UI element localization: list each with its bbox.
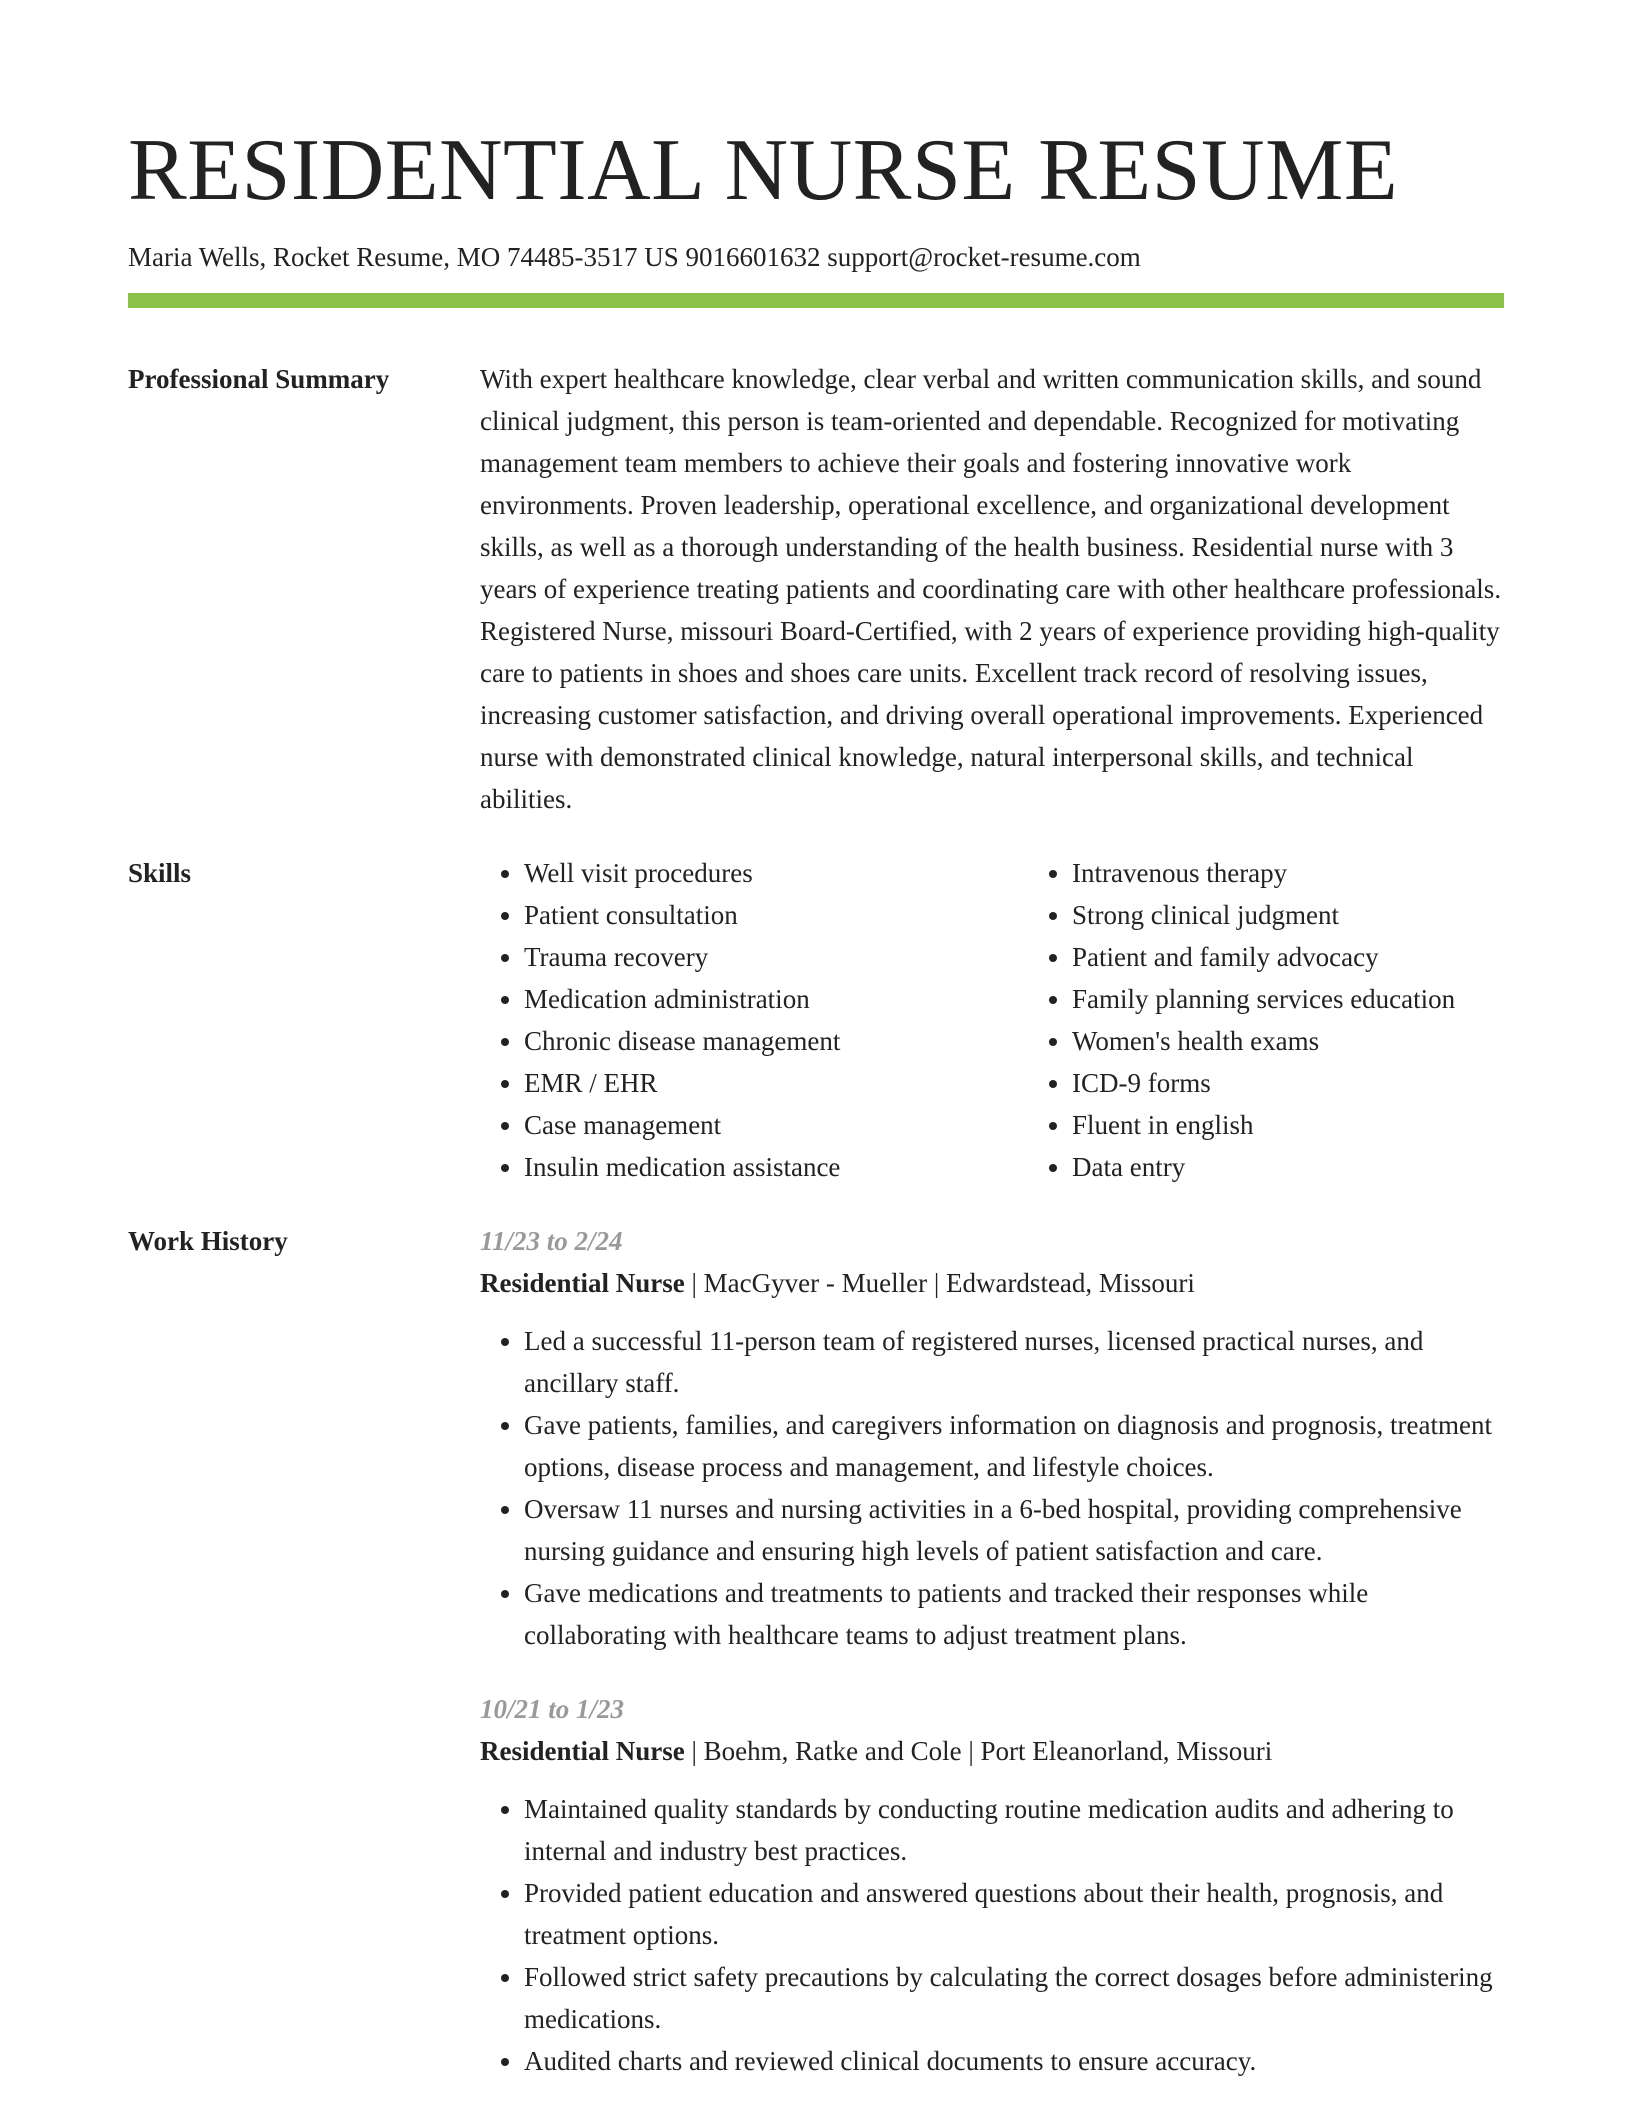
skill-item: • Medication administration bbox=[524, 978, 1028, 1020]
skills-list-left bbox=[480, 852, 1028, 1188]
job-title: Residential Nurse bbox=[480, 1268, 685, 1299]
job-details: | MacGyver - Mueller | Edwardstead, Missouri bbox=[684, 1268, 1195, 1299]
summary-text: With expert healthcare knowledge, clear verbal and written communication skills, and sound clinical judgment, this person is team-oriented and dependable. Recognized for motivating management team members to achieve their goals and fostering innovative work environments. Proven leadership, operational excellence, and organizational development skills, as well as a thorough understanding of the health business. Residential nurse with 3 years of experience treating patients and coordinating care with other healthcare professionals. Registered Nurse, missouri Board-Certified, with 2 years of experience providing high-quality care to patients in shoes and shoes care units. Excellent track record of resolving issues, increasing customer satisfaction, and driving overall operational improvements. Experienced nurse with demonstrated clinical knowledge, natural interpersonal skills, and technical abilities. bbox=[480, 364, 1502, 815]
skill-item: • Case management bbox=[524, 1104, 1028, 1146]
skill-item: • Fluent in english bbox=[1072, 1104, 1576, 1146]
skill-item: • Strong clinical judgment bbox=[1072, 894, 1576, 936]
job-bullet: • Provided patient education and answered questions about their health, prognosis, and treatment options. bbox=[524, 1872, 1504, 1956]
job-heading bbox=[480, 1262, 1504, 1304]
skill-item: • Family planning services education bbox=[1072, 978, 1576, 1020]
skill-item: • Insulin medication assistance bbox=[524, 1146, 1028, 1188]
skill-item: • Well visit procedures bbox=[524, 852, 1028, 894]
work-history-section bbox=[128, 1220, 1504, 2082]
section-label-skills: Skills bbox=[128, 858, 192, 889]
job-title: Residential Nurse bbox=[480, 1736, 685, 1767]
skill-item: • Patient consultation bbox=[524, 894, 1028, 936]
job-entry bbox=[480, 1688, 1504, 2082]
skill-item: • EMR / EHR bbox=[524, 1062, 1028, 1104]
skills-list-right bbox=[1028, 852, 1576, 1188]
job-bullet: • Led a successful 11-person team of registered nurses, licensed practical nurses, and ancillary staff. bbox=[524, 1320, 1504, 1404]
job-bullet: • Followed strict safety precautions by calculating the correct dosages before administering medications. bbox=[524, 1956, 1504, 2040]
skill-item: • Trauma recovery bbox=[524, 936, 1028, 978]
contact-line: Maria Wells, Rocket Resume, MO 74485-3517 US 9016601632 support@rocket-resume.com bbox=[128, 242, 1141, 272]
job-bullets bbox=[480, 1320, 1504, 1656]
job-details: | Boehm, Ratke and Cole | Port Eleanorland, Missouri bbox=[684, 1736, 1273, 1767]
job-dates: 11/23 to 2/24 bbox=[480, 1226, 623, 1257]
header-divider bbox=[128, 293, 1504, 308]
skill-item: • ICD-9 forms bbox=[1072, 1062, 1576, 1104]
job-bullet: • Maintained quality standards by conducting routine medication audits and adhering to internal and industry best practices. bbox=[524, 1788, 1504, 1872]
job-bullets bbox=[480, 1788, 1504, 2082]
summary-section bbox=[128, 358, 1504, 820]
skill-item: • Chronic disease management bbox=[524, 1020, 1028, 1062]
section-label-work-history: Work History bbox=[128, 1226, 288, 1257]
job-entry bbox=[480, 1220, 1504, 1656]
skills-section bbox=[128, 852, 1504, 1188]
job-bullet: • Gave patients, families, and caregivers information on diagnosis and prognosis, treatment options, disease process and management, and lifestyle choices. bbox=[524, 1404, 1504, 1488]
resume-title: RESIDENTIAL NURSE RESUME bbox=[128, 122, 1399, 219]
job-bullet: • Oversaw 11 nurses and nursing activities in a 6-bed hospital, providing comprehensive nursing guidance and ensuring high levels of patient satisfaction and care. bbox=[524, 1488, 1504, 1572]
job-heading bbox=[480, 1730, 1504, 1772]
section-label-summary: Professional Summary bbox=[128, 364, 390, 395]
job-bullet: • Gave medications and treatments to patients and tracked their responses while collaborating with healthcare teams to adjust treatment plans. bbox=[524, 1572, 1504, 1656]
skill-item: • Women's health exams bbox=[1072, 1020, 1576, 1062]
skill-item: • Intravenous therapy bbox=[1072, 852, 1576, 894]
resume-page bbox=[128, 0, 1504, 2082]
skill-item: • Data entry bbox=[1072, 1146, 1576, 1188]
skill-item: • Patient and family advocacy bbox=[1072, 936, 1576, 978]
job-dates: 10/21 to 1/23 bbox=[480, 1694, 625, 1725]
job-bullet: • Audited charts and reviewed clinical documents to ensure accuracy. bbox=[524, 2040, 1504, 2082]
